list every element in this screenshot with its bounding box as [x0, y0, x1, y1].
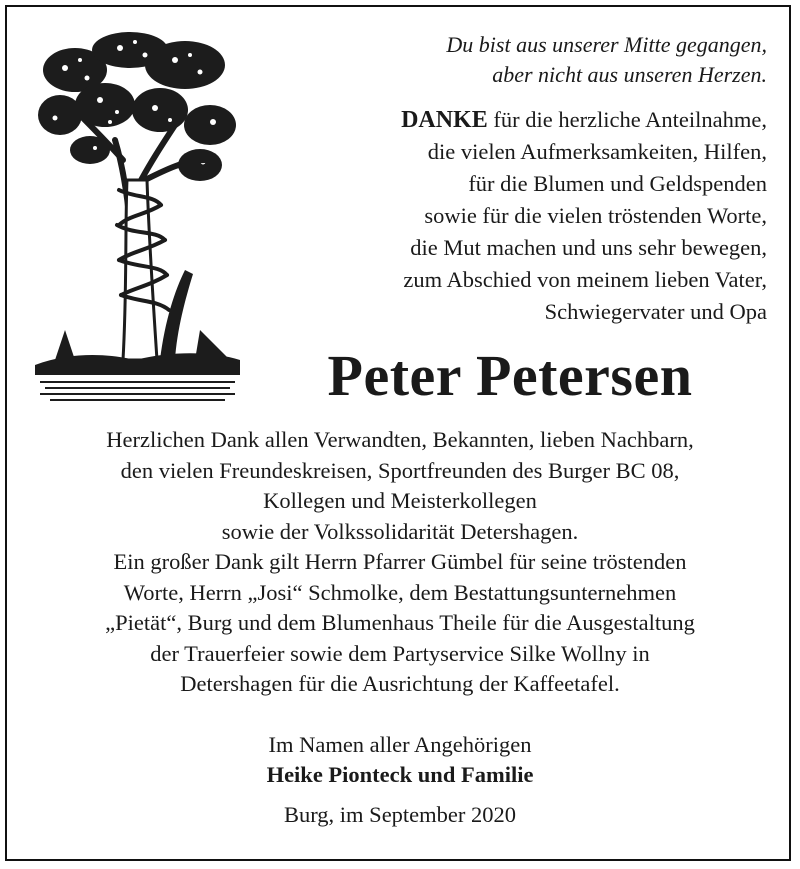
- acknowledgement-text: [12, 425, 788, 700]
- body-line: Detershagen für die Ausrichtung der Kaffeetafel.: [180, 671, 620, 696]
- motto-quote: [247, 30, 767, 90]
- thanks-line-7: Schwiegervater und Opa: [544, 299, 767, 324]
- body-line: „Pietät“, Burg und dem Blumenhaus Theile für die Ausgestaltung: [105, 610, 695, 635]
- thanks-line-6: zum Abschied von meinem lieben Vater,: [403, 267, 767, 292]
- deceased-name: Peter Petersen: [327, 343, 693, 408]
- motto-line-2: aber nicht aus unseren Herzen.: [492, 62, 767, 87]
- signature-names: Heike Pionteck und Familie: [266, 762, 534, 787]
- body-line: sowie der Volkssolidarität Detershagen.: [221, 518, 579, 544]
- danke-word: DANKE: [401, 107, 488, 133]
- body-line: Ein großer Dank gilt Herrn Pfarrer Gümbel für seine tröstenden: [113, 549, 687, 574]
- thanks-block: [247, 104, 767, 328]
- thanks-line-5: die Mut machen und uns sehr bewegen,: [410, 235, 767, 260]
- tree-icon: [35, 30, 240, 405]
- thanks-line-3: für die Blumen und Geldspenden: [468, 171, 767, 196]
- signature-intro: Im Namen aller Angehörigen: [268, 732, 532, 757]
- thanks-line-2: die vielen Aufmerksamkeiten, Hilfen,: [427, 139, 767, 164]
- body-line: den vielen Freundeskreisen, Sportfreunden des Burger BC 08,: [120, 457, 680, 483]
- body-line: der Trauerfeier sowie dem Partyservice Silke Wollny in: [150, 640, 650, 666]
- signature-block: [0, 730, 800, 790]
- place-date: Burg, im September 2020: [283, 802, 517, 827]
- thanks-line-4: sowie für die vielen tröstenden Worte,: [424, 203, 767, 228]
- body-line: Kollegen und Meisterkollegen: [263, 488, 537, 513]
- body-line: Worte, Herrn „Josi“ Schmolke, dem Bestattungsunternehmen: [123, 579, 677, 605]
- thanks-line-1: [247, 104, 767, 136]
- motto-line-1: Du bist aus unserer Mitte gegangen,: [446, 32, 767, 57]
- thanks-line-1-rest: für die herzliche Anteilnahme,: [487, 107, 767, 132]
- body-line: Herzlichen Dank allen Verwandten, Bekannten, lieben Nachbarn,: [106, 427, 694, 452]
